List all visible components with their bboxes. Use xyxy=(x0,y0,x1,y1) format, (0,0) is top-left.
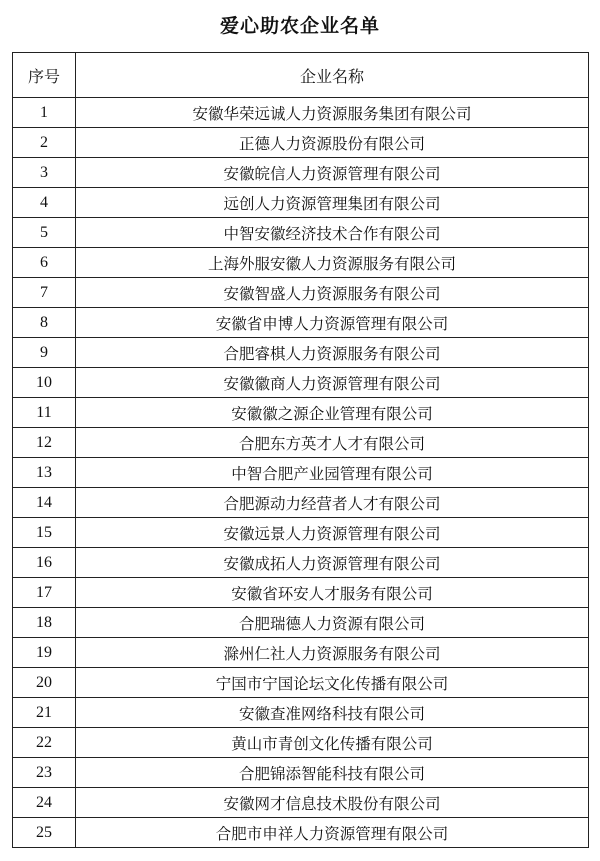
table-row xyxy=(13,218,589,248)
enterprise-name-cell: 安徽省申博人力资源管理有限公司 xyxy=(76,308,589,338)
header-enterprise-name: 企业名称 xyxy=(76,53,589,98)
enterprise-name-cell: 中智合肥产业园管理有限公司 xyxy=(76,458,589,488)
row-index-cell: 6 xyxy=(13,248,76,278)
row-index-cell: 20 xyxy=(13,668,76,698)
table-row xyxy=(13,548,589,578)
row-index-cell: 9 xyxy=(13,338,76,368)
enterprise-name-cell: 安徽华荣远诚人力资源服务集团有限公司 xyxy=(76,98,589,128)
table-row xyxy=(13,608,589,638)
row-index-cell: 19 xyxy=(13,638,76,668)
enterprise-name-cell: 安徽智盛人力资源服务有限公司 xyxy=(76,278,589,308)
table-row xyxy=(13,578,589,608)
enterprise-name-cell: 合肥锦添智能科技有限公司 xyxy=(76,758,589,788)
row-index-cell: 2 xyxy=(13,128,76,158)
row-index-cell: 23 xyxy=(13,758,76,788)
table-row xyxy=(13,488,589,518)
row-index-cell: 24 xyxy=(13,788,76,818)
row-index-cell: 21 xyxy=(13,698,76,728)
table-row xyxy=(13,638,589,668)
row-index-cell: 17 xyxy=(13,578,76,608)
row-index-cell: 11 xyxy=(13,398,76,428)
table-row xyxy=(13,188,589,218)
table-row xyxy=(13,158,589,188)
row-index-cell: 7 xyxy=(13,278,76,308)
enterprise-name-cell: 安徽徽商人力资源管理有限公司 xyxy=(76,368,589,398)
table-row xyxy=(13,308,589,338)
enterprise-table xyxy=(12,52,589,848)
row-index-cell: 18 xyxy=(13,608,76,638)
enterprise-name-cell: 安徽皖信人力资源管理有限公司 xyxy=(76,158,589,188)
enterprise-name-cell: 中智安徽经济技术合作有限公司 xyxy=(76,218,589,248)
enterprise-name-cell: 安徽成拓人力资源管理有限公司 xyxy=(76,548,589,578)
row-index-cell: 13 xyxy=(13,458,76,488)
table-header-row xyxy=(13,53,589,98)
enterprise-name-cell: 安徽网才信息技术股份有限公司 xyxy=(76,788,589,818)
enterprise-name-cell: 安徽徽之源企业管理有限公司 xyxy=(76,398,589,428)
header-index: 序号 xyxy=(13,53,76,98)
table-body xyxy=(13,98,589,848)
table-row xyxy=(13,788,589,818)
enterprise-name-cell: 合肥市申祥人力资源管理有限公司 xyxy=(76,818,589,848)
enterprise-name-cell: 合肥源动力经营者人才有限公司 xyxy=(76,488,589,518)
table-row xyxy=(13,128,589,158)
table-row xyxy=(13,758,589,788)
row-index-cell: 25 xyxy=(13,818,76,848)
table-row xyxy=(13,458,589,488)
row-index-cell: 1 xyxy=(13,98,76,128)
table-row xyxy=(13,98,589,128)
enterprise-name-cell: 合肥东方英才人才有限公司 xyxy=(76,428,589,458)
enterprise-name-cell: 远创人力资源管理集团有限公司 xyxy=(76,188,589,218)
table-row xyxy=(13,278,589,308)
table-row xyxy=(13,818,589,848)
table-row xyxy=(13,728,589,758)
enterprise-name-cell: 正德人力资源股份有限公司 xyxy=(76,128,589,158)
row-index-cell: 22 xyxy=(13,728,76,758)
table-row xyxy=(13,338,589,368)
enterprise-name-cell: 安徽查准网络科技有限公司 xyxy=(76,698,589,728)
row-index-cell: 10 xyxy=(13,368,76,398)
enterprise-name-cell: 宁国市宁国论坛文化传播有限公司 xyxy=(76,668,589,698)
row-index-cell: 16 xyxy=(13,548,76,578)
row-index-cell: 14 xyxy=(13,488,76,518)
row-index-cell: 8 xyxy=(13,308,76,338)
table-row xyxy=(13,398,589,428)
row-index-cell: 3 xyxy=(13,158,76,188)
table-row xyxy=(13,698,589,728)
enterprise-name-cell: 合肥瑞德人力资源有限公司 xyxy=(76,608,589,638)
table-row xyxy=(13,428,589,458)
table-row xyxy=(13,248,589,278)
enterprise-name-cell: 合肥睿棋人力资源服务有限公司 xyxy=(76,338,589,368)
table-row xyxy=(13,668,589,698)
row-index-cell: 5 xyxy=(13,218,76,248)
enterprise-name-cell: 上海外服安徽人力资源服务有限公司 xyxy=(76,248,589,278)
enterprise-name-cell: 安徽远景人力资源管理有限公司 xyxy=(76,518,589,548)
table-row xyxy=(13,518,589,548)
row-index-cell: 4 xyxy=(13,188,76,218)
enterprise-name-cell: 安徽省环安人才服务有限公司 xyxy=(76,578,589,608)
row-index-cell: 12 xyxy=(13,428,76,458)
table-row xyxy=(13,368,589,398)
enterprise-name-cell: 黄山市青创文化传播有限公司 xyxy=(76,728,589,758)
enterprise-name-cell: 滁州仁社人力资源服务有限公司 xyxy=(76,638,589,668)
document-title: 爱心助农企业名单 xyxy=(219,15,380,37)
row-index-cell: 15 xyxy=(13,518,76,548)
